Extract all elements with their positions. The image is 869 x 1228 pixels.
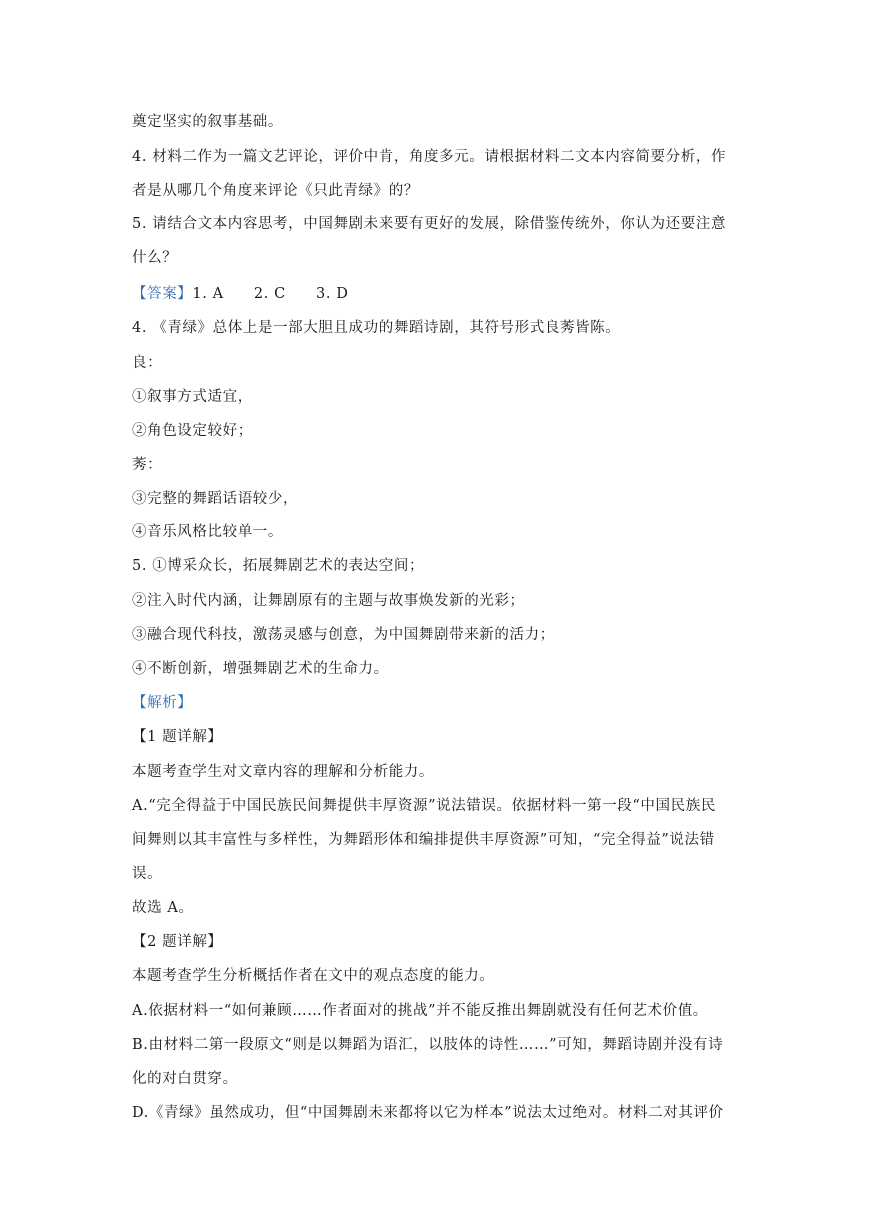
q1-choice: 故选 A。 (132, 900, 194, 916)
q1-option-a-line-1: A.“完全得益于中国民族民间舞提供丰厚资源”说法错误。依据材料一第一段“中国民族民 (132, 798, 716, 814)
answer-4-bad-label: 莠： (132, 457, 163, 473)
answer-4-point-3: ③完整的舞蹈话语较少， (132, 491, 299, 507)
answer-4-good-label: 良： (132, 355, 163, 371)
question-5-line-1: 5. 请结合文本内容思考，中国舞剧未来要有更好的发展，除借鉴传统外，你认为还要注意 (132, 216, 727, 232)
answer-line (132, 284, 742, 304)
question-4-line-1: 4. 材料二作为一篇文艺评论，评价中肯，角度多元。请根据材料二文本内容简要分析，作 (132, 149, 727, 165)
q1-option-a-line-3: 误。 (132, 866, 163, 882)
answer-4-summary: 4. 《青绿》总体上是一部大胆且成功的舞蹈诗剧，其符号形式良莠皆陈。 (132, 320, 621, 336)
question-5-line-2: 什么？ (132, 250, 178, 266)
answer-tag: 【答案】 (132, 286, 193, 302)
q2-option-a: A.依据材料一“如何兼顾……作者面对的挑战”并不能反推出舞剧就没有任何艺术价值。 (132, 1003, 708, 1019)
answer-4-point-1: ①叙事方式适宜， (132, 389, 253, 405)
question-4-line-2: 者是从哪几个角度来评论《只此青绿》的？ (132, 183, 419, 199)
answer-5-point-2: ②注入时代内涵，让舞剧原有的主题与故事焕发新的光彩； (132, 593, 525, 609)
analysis-heading: 【解析】 (132, 695, 193, 711)
q2-option-b-line-2: 化的对白贯穿。 (132, 1071, 238, 1087)
q1-detail-heading: 【1 题详解】 (132, 729, 223, 745)
answer-5-point-4: ④不断创新，增强舞剧艺术的生命力。 (132, 661, 389, 677)
q2-detail-text: 本题考查学生分析概括作者在文中的观点态度的能力。 (132, 968, 495, 984)
answer-5-point-3: ③融合现代科技，激荡灵感与创意，为中国舞剧带来新的活力； (132, 627, 555, 643)
answer-4-point-2: ②角色设定较好； (132, 423, 253, 439)
q1-detail-text: 本题考查学生对文章内容的理解和分析能力。 (132, 764, 434, 780)
text-line: 奠定坚实的叙事基础。 (132, 114, 283, 130)
answer-4-point-4: ④音乐风格比较单一。 (132, 524, 283, 540)
q2-detail-heading: 【2 题详解】 (132, 934, 223, 950)
answer-values: 1. A 2. C 3. D (192, 286, 349, 302)
q2-option-b-line-1: B.由材料二第一段原文“则是以舞蹈为语汇，以肢体的诗性……”可知，舞蹈诗剧并没有诗 (132, 1037, 724, 1053)
q2-option-d: D.《青绿》虽然成功，但“中国舞剧未来都将以它为样本”说法太过绝对。材料二对其评价 (132, 1105, 724, 1121)
q1-option-a-line-2: 间舞则以其丰富性与多样性，为舞蹈形体和编排提供丰厚资源”可知，“完全得益”说法错 (132, 832, 715, 848)
answer-5-point-1: 5. ①博采众长，拓展舞剧艺术的表达空间； (132, 558, 425, 574)
